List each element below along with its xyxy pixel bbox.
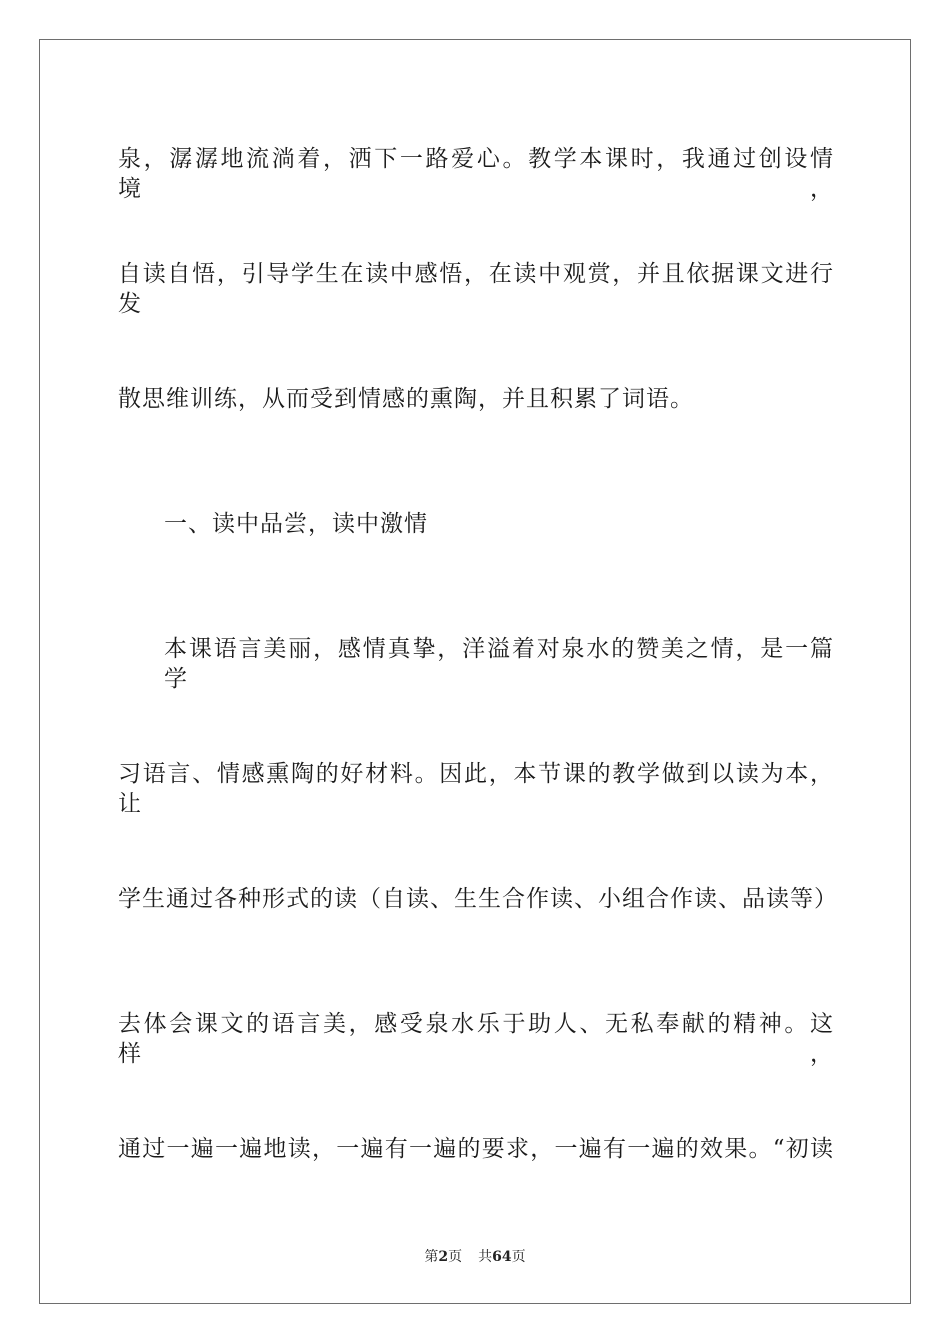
current-page-number: 2 (438, 1249, 449, 1265)
page-prefix: 第 (424, 1249, 439, 1265)
body-line-3: 散思维训练，从而受到情感的熏陶，并且积累了词语。 (118, 386, 694, 412)
body-line-1: 泉，潺潺地流淌着，洒下一路爱心。教学本课时，我通过创设情境， (118, 146, 834, 202)
body-line-9: 通过一遍一遍地读，一遍有一遍的要求，一遍有一遍的效果。“初读 (118, 1136, 834, 1162)
section-heading: 一、读中品尝，读中激情 (164, 511, 428, 537)
body-line-5: 本课语言美丽，感情真挚，洋溢着对泉水的赞美之情，是一篇学 (164, 636, 834, 692)
total-page-count: 64 (492, 1249, 512, 1265)
total-prefix: 共 (478, 1249, 493, 1265)
body-line-2: 自读自悟，引导学生在读中感悟，在读中观赏，并且依据课文进行发 (118, 261, 834, 317)
page-footer (0, 1248, 950, 1266)
body-line-6: 习语言、情感熏陶的好材料。因此，本节课的教学做到以读为本，让 (118, 761, 834, 817)
body-line-7: 学生通过各种形式的读（自读、生生合作读、小组合作读、品读等） (118, 886, 838, 912)
total-suffix: 页 (511, 1249, 526, 1265)
body-line-8: 去体会课文的语言美，感受泉水乐于助人、无私奉献的精神。这样， (118, 1011, 834, 1067)
page-suffix: 页 (448, 1249, 463, 1265)
